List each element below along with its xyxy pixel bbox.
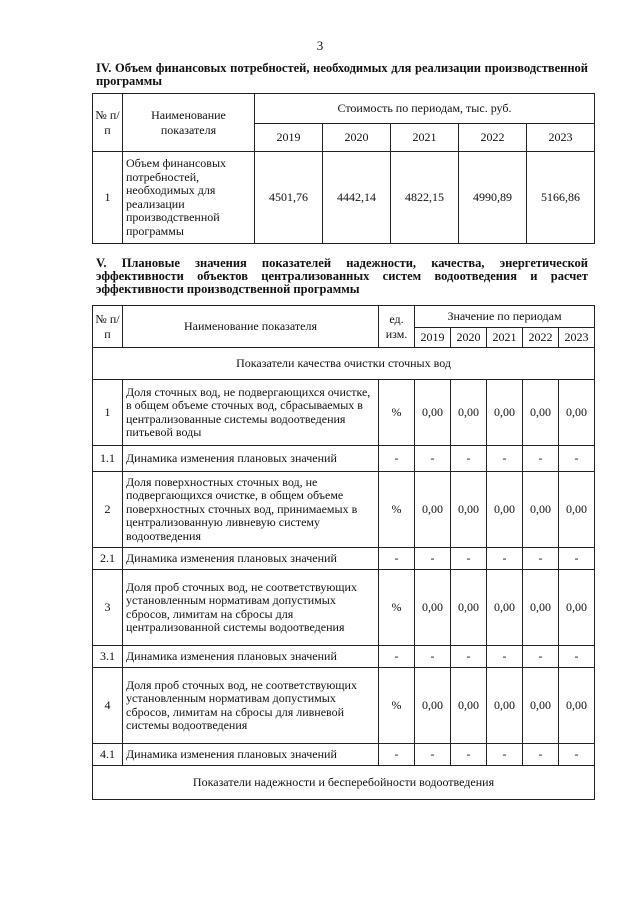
table-row: [93, 646, 595, 668]
row-value: -: [415, 446, 451, 472]
row-value: 0,00: [559, 570, 595, 646]
year-header: 2022: [459, 124, 527, 152]
header-unit: ед. изм.: [379, 306, 415, 348]
section-5-heading: V. Плановые значения показателей надежности, качества, энергетической эффективности объектов централизованных систем водоотведения и расчет эффективности производственной программы: [96, 256, 588, 296]
year-header: 2023: [527, 124, 595, 152]
row-value: 0,00: [415, 668, 451, 744]
row-value: -: [487, 548, 523, 570]
row-value: -: [487, 646, 523, 668]
row-value: 0,00: [523, 570, 559, 646]
section-4-heading: IV. Объем финансовых потребностей, необходимых для реализации производственной программы: [96, 61, 588, 88]
row-value: 0,00: [451, 380, 487, 446]
row-value: 0,00: [559, 472, 595, 548]
row-unit: -: [379, 744, 415, 766]
row-value: -: [451, 548, 487, 570]
row-value: 0,00: [487, 472, 523, 548]
row-num: 2: [93, 472, 123, 548]
row-value: -: [559, 548, 595, 570]
row-value: 0,00: [451, 570, 487, 646]
year-header: 2023: [559, 328, 595, 348]
row-name: Объем финансовых потребностей, необходимых для реализации производственной программы: [123, 152, 255, 244]
year-header: 2019: [255, 124, 323, 152]
row-value: -: [523, 744, 559, 766]
row-value: 5166,86: [527, 152, 595, 244]
row-value: 0,00: [559, 668, 595, 744]
row-name: Динамика изменения плановых значений: [123, 744, 379, 766]
table-row: [93, 446, 595, 472]
row-value: 0,00: [415, 570, 451, 646]
row-value: 4501,76: [255, 152, 323, 244]
year-header: 2019: [415, 328, 451, 348]
row-unit: %: [379, 472, 415, 548]
row-value: 0,00: [451, 472, 487, 548]
row-num: 4: [93, 668, 123, 744]
row-value: 0,00: [559, 380, 595, 446]
row-name: Доля проб сточных вод, не соответствующих установленным нормативам допустимых сбросов, лимитам на сбросы для ливневой системы водоотведения: [123, 668, 379, 744]
row-unit: -: [379, 548, 415, 570]
row-name: Динамика изменения плановых значений: [123, 446, 379, 472]
row-value: -: [487, 446, 523, 472]
row-value: 0,00: [487, 668, 523, 744]
table-row: [93, 570, 595, 646]
row-name: Доля проб сточных вод, не соответствующих установленным нормативам допустимых сбросов, лимитам на сбросы для централизованной системы водоотведения: [123, 570, 379, 646]
indicators-table: [92, 305, 595, 800]
page-number: 3: [316, 38, 324, 53]
row-value: 4990,89: [459, 152, 527, 244]
row-value: -: [523, 548, 559, 570]
year-header: 2022: [523, 328, 559, 348]
row-num: 1.1: [93, 446, 123, 472]
financial-needs-table: [92, 93, 595, 244]
header-values: Значение по периодам: [415, 306, 595, 328]
row-value: -: [523, 646, 559, 668]
row-value: 0,00: [523, 472, 559, 548]
row-value: 4822,15: [391, 152, 459, 244]
row-value: -: [559, 446, 595, 472]
row-unit: %: [379, 380, 415, 446]
row-value: -: [451, 744, 487, 766]
header-cost: Стоимость по периодам, тыс. руб.: [255, 94, 595, 124]
row-value: -: [487, 744, 523, 766]
row-value: 4442,14: [323, 152, 391, 244]
table-row: [93, 472, 595, 548]
row-value: -: [451, 646, 487, 668]
header-name: Наименование показателя: [123, 94, 255, 152]
group-header-reliability: Показатели надежности и бесперебойности водоотведения: [93, 766, 595, 800]
row-value: -: [559, 744, 595, 766]
row-value: 0,00: [523, 380, 559, 446]
row-value: -: [523, 446, 559, 472]
row-value: 0,00: [487, 380, 523, 446]
row-unit: %: [379, 570, 415, 646]
row-value: 0,00: [451, 668, 487, 744]
table-row: [93, 152, 595, 244]
row-unit: -: [379, 646, 415, 668]
row-value: 0,00: [523, 668, 559, 744]
header-num: № п/п: [93, 94, 123, 152]
row-name: Доля поверхностных сточных вод, не подвергающихся очистке, в общем объеме поверхностных сточных вод, принимаемых в централизованную ливневую систему водоотведения: [123, 472, 379, 548]
header-num: № п/п: [93, 306, 123, 348]
table-row: [93, 744, 595, 766]
row-value: -: [415, 646, 451, 668]
row-value: -: [559, 646, 595, 668]
row-value: 0,00: [415, 380, 451, 446]
row-unit: -: [379, 446, 415, 472]
row-name: Доля сточных вод, не подвергающихся очистке, в общем объеме сточных вод, сбрасываемых в централизованные системы водоотведения питьевой воды: [123, 380, 379, 446]
row-value: 0,00: [415, 472, 451, 548]
year-header: 2021: [487, 328, 523, 348]
table-row: [93, 668, 595, 744]
row-num: 2.1: [93, 548, 123, 570]
row-num: 1: [93, 380, 123, 446]
row-num: 3: [93, 570, 123, 646]
row-value: -: [415, 548, 451, 570]
row-value: -: [451, 446, 487, 472]
year-header: 2020: [451, 328, 487, 348]
header-name: Наименование показателя: [123, 306, 379, 348]
row-name: Динамика изменения плановых значений: [123, 548, 379, 570]
row-unit: %: [379, 668, 415, 744]
row-value: -: [415, 744, 451, 766]
table-row: [93, 548, 595, 570]
row-name: Динамика изменения плановых значений: [123, 646, 379, 668]
row-value: 0,00: [487, 570, 523, 646]
year-header: 2020: [323, 124, 391, 152]
table-row: [93, 380, 595, 446]
row-num: 4.1: [93, 744, 123, 766]
row-num: 3.1: [93, 646, 123, 668]
year-header: 2021: [391, 124, 459, 152]
row-num: 1: [93, 152, 123, 244]
group-header-quality: Показатели качества очистки сточных вод: [93, 348, 595, 380]
